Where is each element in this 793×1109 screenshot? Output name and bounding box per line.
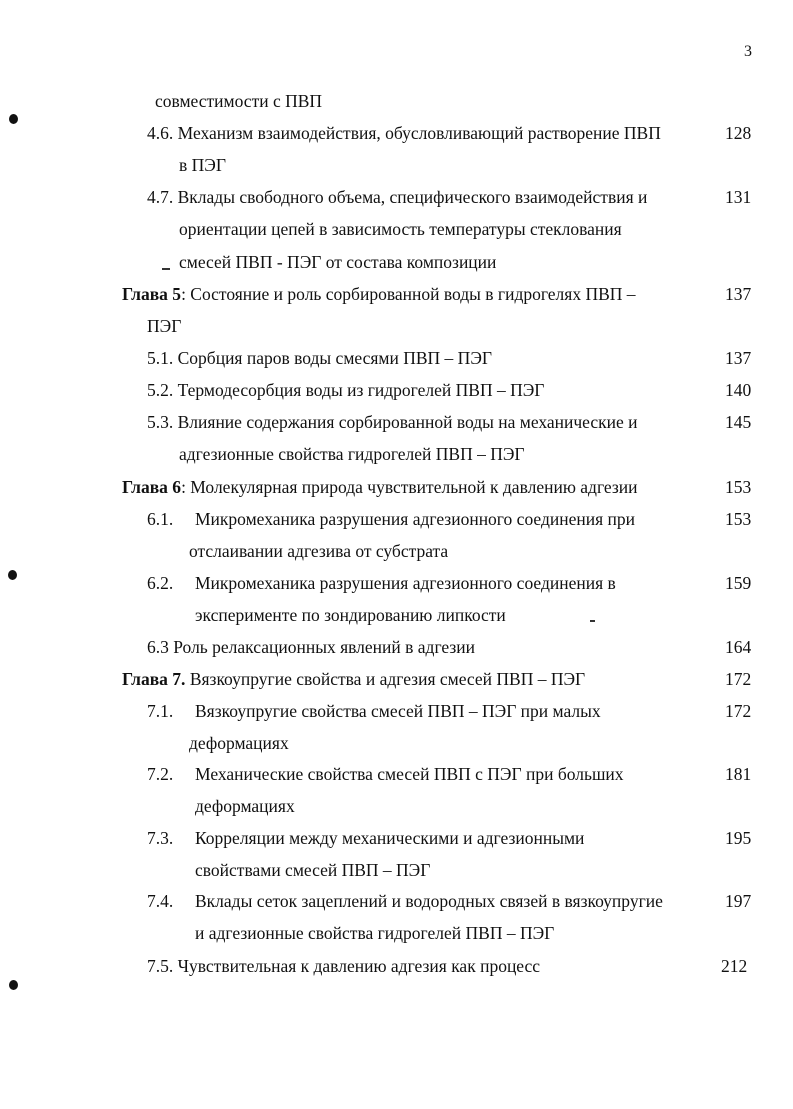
toc-line: и адгезионные свойства гидрогелей ПВП – ПЭГ — [195, 923, 555, 943]
hole-punch-mark-middle — [8, 570, 17, 580]
toc-line: ориентации цепей в зависимость температуры стеклования — [179, 219, 622, 239]
chapter-label: Глава 6 — [122, 477, 182, 497]
toc-number: 7.4. — [147, 891, 174, 911]
toc-line: деформациях — [195, 796, 295, 816]
scan-mark — [590, 620, 595, 622]
toc-line: Вязкоупругие свойства смесей ПВП – ПЭГ при малых — [195, 701, 601, 721]
toc-page: 153 — [725, 477, 752, 497]
toc-line: 5.1. Сорбция паров воды смесями ПВП – ПЭГ — [147, 348, 492, 368]
toc-line: 4.6. Механизм взаимодействия, обусловливающий растворение ПВП — [147, 123, 661, 143]
toc-line: 6.3 Роль релаксационных явлений в адгезии — [147, 637, 476, 657]
toc-number: 7.2. — [147, 764, 174, 784]
toc-page: 195 — [725, 828, 752, 848]
toc-line: адгезионные свойства гидрогелей ПВП – ПЭГ — [179, 444, 525, 464]
toc-page: 145 — [725, 412, 752, 432]
toc-page: 137 — [725, 348, 752, 368]
toc-line: Корреляции между механическими и адгезионными — [195, 828, 585, 848]
toc-line: Вклады сеток зацеплений и водородных связей в вязкоупругие — [195, 891, 663, 911]
toc-line: 5.2. Термодесорбция воды из гидрогелей ПВП – ПЭГ — [147, 380, 545, 400]
hole-punch-mark-bottom — [9, 980, 18, 990]
toc-line: смесей ПВП - ПЭГ от состава композиции — [179, 252, 497, 272]
page-number: 3 — [744, 43, 752, 60]
toc-page: 128 — [725, 123, 752, 143]
toc-page: 164 — [725, 637, 752, 657]
chapter-title: : Состояние и роль сорбированной воды в гидрогелях ПВП – — [181, 284, 636, 304]
toc-line: свойствами смесей ПВП – ПЭГ — [195, 860, 431, 880]
toc-number: 6.2. — [147, 573, 174, 593]
toc-line: Микромеханика разрушения адгезионного соединения при — [195, 509, 635, 529]
toc-line: Микромеханика разрушения адгезионного соединения в — [195, 573, 616, 593]
toc-line: 7.5. Чувствительная к давлению адгезия как процесс — [147, 956, 541, 976]
chapter-title: : Молекулярная природа чувствительной к давлению адгезии — [181, 477, 638, 497]
toc-page: 172 — [725, 669, 752, 689]
toc-page: 212 — [721, 956, 748, 976]
toc-number: 6.1. — [147, 509, 174, 529]
toc-chapter — [122, 283, 636, 305]
toc-page: 131 — [725, 187, 752, 207]
toc-line: совместимости с ПВП — [155, 91, 323, 111]
toc-number: 7.3. — [147, 828, 174, 848]
toc-page: 153 — [725, 509, 752, 529]
chapter-label: Глава 5 — [122, 284, 182, 304]
toc-chapter — [122, 668, 585, 690]
toc-page: 181 — [725, 764, 752, 784]
toc-page: 140 — [725, 380, 752, 400]
toc-line: отслаивании адгезива от субстрата — [189, 541, 449, 561]
toc-line: ПЭГ — [147, 316, 182, 336]
chapter-title: Вязкоупругие свойства и адгезия смесей ПВП – ПЭГ — [185, 669, 586, 689]
toc-line: в ПЭГ — [179, 155, 226, 175]
toc-page: 137 — [725, 284, 752, 304]
toc-page: 159 — [725, 573, 752, 593]
toc-page: 172 — [725, 701, 752, 721]
hole-punch-mark-top — [9, 114, 18, 124]
toc-number: 7.1. — [147, 701, 174, 721]
toc-line: 4.7. Вклады свободного объема, специфического взаимодействия и — [147, 187, 648, 207]
toc-line: Механические свойства смесей ПВП с ПЭГ при больших — [195, 764, 624, 784]
toc-line: эксперименте по зондированию липкости — [195, 605, 506, 625]
chapter-label: Глава 7. — [122, 669, 186, 689]
toc-page: 197 — [725, 891, 752, 911]
toc-chapter — [122, 476, 638, 498]
scan-mark — [162, 268, 170, 270]
toc-line: 5.3. Влияние содержания сорбированной воды на механические и — [147, 412, 638, 432]
toc-line: деформациях — [189, 733, 289, 753]
